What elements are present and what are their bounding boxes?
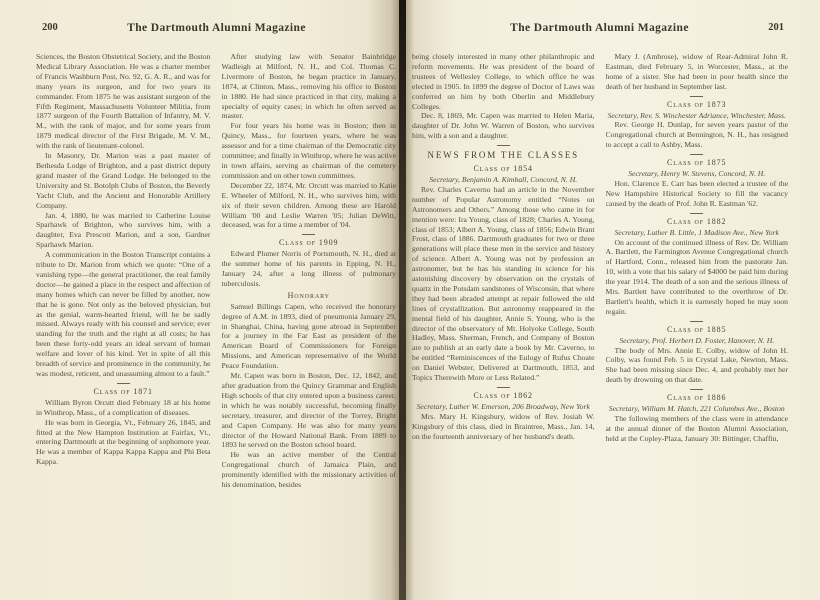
paragraph: He was born in Georgia, Vt., February 26, 1845, and fitted at the New Hampton Institution at Fairfax, Vt., entering Dartmouth at the beginning of sophomore year. He was a member of Kappa Kappa Kappa and Phi Beta Kappa. [36, 417, 211, 467]
divider-rule [302, 234, 315, 235]
paragraph: Rev. George H. Dunlap, for seven years pastor of the Congregational church at Bennington, N. H., has resigned to accept a call to Ashby, Mass. [605, 120, 788, 150]
class-heading: Class of 1875 [667, 158, 727, 168]
divider-rule [690, 213, 703, 214]
divider-rule [690, 96, 703, 97]
paragraph: The body of Mrs. Annie E. Colby, widow of John H. Colby, was found Feb. 5 in Crystal Lake, Newton, Mass. She had been missing since Dec. 4, and probably met her death by drowning on that date. [605, 345, 788, 385]
divider-rule [117, 383, 130, 384]
paragraph: A communication in the Boston Transcript contains a tribute to Dr. Marion from which we quote: “One of a vanishing type—the general practitioner, the real family doctor—he gained a place in the respect and affection of many homes which can never be filled by another, now that he is gone. Not only as the beloved physician, but as the genial, warm-hearted friend, will he be sadly missed. Always ready with his counsel and service; ever standing for the truth and the right at all costs; he has been these forty-odd years an ideal servant of human welfare and lover of his kind. Yet in spite of all this breadth of service and prominence in the community, he was modest, reticent, and unassuming almost to a fault.” [36, 250, 211, 378]
running-title: The Dartmouth Alumni Magazine [510, 22, 689, 34]
paragraph: On account of the continued illness of Rev. Dr. William A. Bartlett, the Farmington Avenue Congregational church of Hartford, Conn., released him from the pastorate Jan. 10, with a vote that his salary of $4000 be paid him during the year 1914. The death of a son and the serious illness of Mrs. Bartlett have contributed to the overthrow of Dr. Bartlett's health, which it is earnestly hoped he may soon regain. [605, 237, 788, 316]
paragraph: Mr. Capen was born in Boston, Dec. 12, 1842, and after graduation from the Quincy Grammar and English High schools of that city entered upon a business career, in which he was notably successful, becoming finally secretary, treasurer, and director of the Torrey, Bright and Capen Company. He was also for many years director of the Howard National Bank. From 1889 to 1893 he served on the Boston school board. [221, 371, 396, 450]
page-200-column-1 [36, 52, 211, 586]
secretary-line: Secretary, Luther B. Little, 1 Madison Ave., New York [614, 227, 779, 237]
secretary-line: Secretary, Luther W. Emerson, 206 Broadway, New York [416, 401, 590, 411]
paragraph: Mrs. Mary H. Kingsbury, widow of Rev. Josiah W. Kingsbury of this class, died in Braintree, Mass., Jan. 14, on the fourteenth anniversary of her husband's death. [412, 411, 595, 441]
paragraph-continuation: Sciences, the Boston Obstetrical Society, and the Boston Medical Library Association. He was a charter member of Francis Washburn Post, No. 92, G. A. R., and was for many years its surgeon, and for two years its commander. From 1875 he was assistant surgeon of the Fifth Regiment, Massachusetts Volunteer Militia, from 1877 surgeon of the Fourth Battalion of Infantry, M. V. M., with the rank of major, and for some years from 1879 medical director of the First Brigade, M. V. M., with the rank of lieutenant-colonel. [36, 52, 211, 151]
paragraph: In Masonry, Dr. Marion was a past master of Bethesda Lodge of Brighton, and a past district deputy grand master of the Grand Lodge. He belonged to the University and St. Botolph Clubs of Boston, the Beverly Yacht Club, and the Ancient and Honorable Artillery Company. [36, 151, 211, 210]
class-heading: Class of 1854 [473, 164, 533, 174]
page-200-column-2 [222, 52, 397, 586]
paragraph: William Byron Orcutt died February 18 at his home in Winthrop, Mass., of a complication of diseases. [36, 397, 211, 417]
page-number: 201 [768, 22, 784, 33]
honorary-heading: Honorary [287, 290, 330, 300]
class-heading: Class of 1882 [667, 216, 727, 226]
page-200 [0, 0, 399, 600]
paragraph: Samuel Billings Capen, who received the honorary degree of A.M. in 1893, died of pneumonia January 29, in Shanghai, China, having gone abroad in September for a journey in the Far East as president of the American Board of Commissioners for Foreign Missions, and American representative of the World Peace Foundation. [221, 301, 396, 371]
running-title: The Dartmouth Alumni Magazine [127, 22, 306, 34]
page-201-column-1 [412, 52, 595, 586]
secretary-line: Secretary, Henry W. Stevens, Concord, N. H. [628, 169, 766, 179]
page-200-columns [0, 52, 399, 586]
paragraph: Edward Plumer Norris of Portsmouth, N. H., died at the summer home of his parents in Epping, N. H., January 24, after a long illness of pulmonary tuberculosis. [221, 249, 396, 288]
secretary-line: Secretary, William M. Hatch, 221 Columbus Ave., Boston [608, 404, 785, 414]
page-201-column-2 [606, 52, 789, 586]
paragraph-continuation: being closely interested in many other philanthropic and reform movements. He was president of the board of trustees of Wellesley College, to which office he was elected in 1905. In 1899 the degree of Doctor of Laws was conferred on him by both Oberlin and Middlebury Colleges. [412, 52, 595, 111]
paragraph: After studying law with Senator Bainbridge Wadleigh at Milford, N. H., and Col. Thomas C. Livermore of Boston, he began practice in January, 1874, at Clinton, Mass., removing his office to Boston in 1880. He had since practiced in that city, making a specialty of equity cases; in which he often served as master. [221, 52, 396, 121]
divider-rule [690, 321, 703, 322]
class-heading: Class of 1862 [473, 391, 533, 400]
class-heading: Class of 1886 [667, 393, 727, 403]
paragraph: Hon. Clarence E. Carr has been elected a trustee of the New Hampshire Historical Society to fill the vacancy caused by the death of Prof. John R. Eastman '62. [605, 178, 788, 208]
page-201 [406, 0, 820, 600]
page-201-columns [406, 52, 820, 586]
class-heading: Class of 1873 [667, 99, 727, 109]
paragraph: The following members of the class were in attendance at the annual dinner of the Boston Alumni Association, held at the Copley-Plaza, January 30: Bittinger, Chaffin, [605, 414, 788, 443]
page-gutter-shadow [399, 0, 406, 600]
section-heading: NEWS FROM THE CLASSES [427, 150, 579, 161]
paragraph: Jan. 4, 1880, he was married to Catherine Louise Sparhawk of Brighton, who survives him, with a daughter, Eva Prescott Marion, and a son, Gardner Sparhawk Marion. [36, 210, 211, 250]
paragraph: December 22, 1874, Mr. Orcutt was married to Katie E. Wheeler of Milford, N. H., who survives him, with six of their seven children. Among these are Harold William '00 and Leslie Warren '05; Julian DeWitt, deceased, was for a time a member of '04. [221, 180, 396, 230]
page-201-header [406, 22, 820, 38]
paragraph: He was an active member of the Central Congregational church of Jamaica Plain, and prominently identified with the missionary activities of his denomination, besides [221, 450, 396, 490]
class-heading: Class of 1885 [667, 324, 727, 334]
divider-rule [497, 145, 510, 146]
paragraph: Rev. Charles Caverno had an article in the November number of Popular Astronomy entitled “Notes on Astronomers and Others.” Among those who came in for mention were: Ira Young, class of 1828; Charles A. Young, class of 1853; Albert A. Young, class of 1856; Edwin Brant Frost, class of 1886. Dartmouth graduates for two or three generations will place these men in the service and history of science. Albert A. Young was not by profession an astronomer, but he has his standing in science for his astonishing discovery by observation on the crystals of quartz in the Potsdam sandstones of Wisconsin, that where they had been abraded attempt at repair followed the old lines of crystallization. But astronomy reappeared in the mental field of his daughter, Annie S. Young, who is the director of the observatory of Mt. Holyoke College, South Hadley, Mass. Sherman, French, and Company of Boston are to publish at an early date a book by Mr. Caverno, to be entitled “Reminiscences of the Eulogy of Rufus Choate on Daniel Webster, Delivered at Dartmouth, 1853, and Topics Therewith More or Less Related.” [412, 184, 595, 383]
class-heading: Class of 1871 [93, 386, 153, 396]
secretary-line: Secretary, Benjamin A. Kimball, Concord, N. H. [429, 174, 578, 184]
divider-rule [497, 387, 510, 388]
paragraph: Mary J. (Ambrose), widow of Rear-Admiral John R. Eastman, died February 5, in Worcester, Mass., at the home of a sister. She had been in poor health since the death of her husband in September last. [605, 52, 788, 91]
class-heading: Class of 1909 [279, 238, 339, 248]
divider-rule [690, 389, 703, 390]
paragraph: Dec. 8, 1869, Mr. Capen was married to Helen Maria, daughter of Dr. John W. Warren of Boston, who survives him, with a son and a daughter. [412, 111, 595, 141]
divider-rule [690, 154, 703, 155]
paragraph: For four years his home was in Boston; then in Quincy, Mass., for fourteen years, where he was assessor and for a time chairman of the Democratic city committee; and finally in Winthrop, where he was active in town affairs, serving as chairman of the cemetery commission and on other town committees. [221, 121, 396, 180]
secretary-line: Secretary, Rev. S. Winchester Adriance, Winchester, Mass. [607, 110, 786, 120]
page-200-header [0, 22, 399, 38]
secretary-line: Secretary, Prof. Herbert D. Foster, Hanover, N. H. [619, 335, 775, 345]
page-number: 200 [42, 22, 58, 33]
